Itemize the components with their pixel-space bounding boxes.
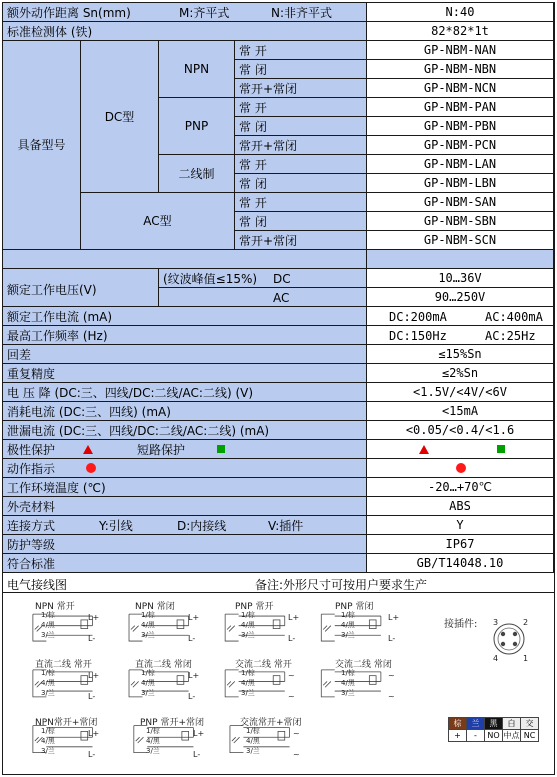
wire-label-brown: 1/棕 [141, 611, 155, 619]
housing-label: 外壳材料 [7, 500, 56, 514]
ip-value: IP67 [445, 537, 475, 551]
temperature-value: -20…+70℃ [427, 480, 493, 494]
spec-value-cell-frequency [367, 326, 554, 345]
terminal-minus: ~ [293, 750, 300, 759]
model-mode-cell [235, 98, 367, 117]
model-mode-cell [235, 193, 367, 212]
terminal-plus: L+ [288, 613, 300, 622]
wire-label-blue: 3/兰 [41, 747, 55, 755]
legend-black: 黑 [485, 718, 503, 730]
model-mode: 常开+常闭 [239, 139, 298, 153]
terminal-minus: ~ [388, 692, 395, 701]
connection-cable: Y:引线 [99, 519, 133, 533]
legend-nc: NC [521, 730, 539, 742]
wire-label-brown: 1/棕 [241, 669, 255, 677]
model-mode: 常开+常闭 [239, 82, 298, 96]
standard-value-text: 82*82*1t [431, 24, 489, 38]
wire-label-brown: 1/棕 [41, 669, 55, 677]
model-code-cell [367, 98, 554, 117]
indicator-dot-icon [86, 463, 96, 473]
wire-label-blue: 3/兰 [341, 631, 355, 639]
model-code-cell [367, 231, 554, 250]
terminal-minus: L- [88, 634, 96, 643]
spec-value-cell-connection [367, 516, 554, 535]
housing-value: ABS [449, 499, 471, 513]
standard-label: 标准检测体 (铁) [7, 25, 93, 39]
spec-label-cell-current [3, 307, 367, 326]
diagram-title: 交流二线 常闭 [335, 660, 392, 670]
wiring-diagram [129, 670, 189, 697]
voltage-ac-value [367, 288, 554, 307]
terminal-minus: L- [88, 692, 96, 701]
model-mode: 常开+常闭 [239, 234, 298, 248]
spec-label-cell-temperature [3, 478, 367, 497]
wire-label-brown: 1/棕 [246, 727, 260, 735]
spec-label-cell-ip [3, 535, 367, 554]
wire-color-legend [448, 717, 539, 742]
model-code: GP-NBM-LBN [423, 176, 497, 190]
spec-value-cell-protection [367, 440, 554, 459]
spec-label-cell-indicator [3, 459, 367, 478]
spec-label-cell-connection [3, 516, 367, 535]
wire-label-black: 4/黑 [146, 737, 160, 745]
model-code-cell [367, 79, 554, 98]
voltage-label: 额定工作电压(V) [7, 283, 97, 297]
repeat-value: ≤2%Sn [441, 366, 479, 380]
voltage-ac-label: AC [273, 291, 290, 305]
wire-label-brown: 1/棕 [341, 669, 355, 677]
diagram-title: PNP 常开 [235, 602, 274, 612]
model-code-cell [367, 41, 554, 60]
model-code-cell [367, 117, 554, 136]
npn-cell [159, 41, 235, 98]
model-mode-cell [235, 174, 367, 193]
two-wire-cell [159, 155, 235, 193]
model-code: GP-NBM-NCN [423, 81, 497, 95]
spec-value-cell-repeat [367, 364, 554, 383]
wire-label-blue: 3/兰 [141, 689, 155, 697]
short-protection-label: 短路保护 [137, 443, 186, 457]
legend-ac: 交 [521, 718, 539, 730]
diagram-title: 交流常开+常闭 [240, 718, 302, 728]
spec-label-cell-drop [3, 383, 367, 402]
voltage-dc-cell [159, 269, 367, 288]
wire-label-brown: 1/棕 [41, 611, 55, 619]
npn-label: NPN [183, 62, 210, 76]
drop-value: <1.5V/<4V/<6V [413, 385, 507, 399]
model-code-cell [367, 60, 554, 79]
spec-label-cell-standard_code [3, 554, 367, 573]
wire-label-blue: 3/兰 [41, 689, 55, 697]
legend-no: NO [485, 730, 503, 742]
standard_code-value: GB/T14048.10 [416, 556, 504, 570]
spec-value-cell-current [367, 307, 554, 326]
pin-3: 3 [493, 618, 499, 627]
terminal-plus: L+ [88, 671, 100, 680]
model-code: GP-NBM-PCN [423, 138, 497, 152]
wire-label-black: 4/黑 [241, 621, 255, 629]
spec-value-cell-standard_code [367, 554, 554, 573]
wire-label-blue: 3/兰 [241, 631, 255, 639]
wiring-diagram [134, 726, 194, 753]
spec-label-cell-housing [3, 497, 367, 516]
ac-type-label: AC型 [143, 214, 172, 228]
model-code-cell [367, 193, 554, 212]
model-code: GP-NBM-NBN [423, 62, 497, 76]
voltage-dc-label: DC [273, 272, 291, 286]
diagram-title: NPN 常闭 [135, 602, 175, 612]
wire-label-brown: 1/棕 [41, 727, 55, 735]
spec-value-cell-drop [367, 383, 554, 402]
model-code-cell [367, 212, 554, 231]
legend-blue: 兰 [467, 718, 485, 730]
model-mode-cell [235, 41, 367, 60]
diagram-title: NPN常开+常闭 [35, 718, 98, 728]
terminal-plus: L+ [188, 613, 200, 622]
model-mode: 常 闭 [239, 63, 267, 77]
model-code: GP-NBM-SBN [423, 214, 497, 228]
short-value-square-icon [497, 445, 505, 453]
flush-label: M:齐平式 [179, 6, 230, 20]
wire-label-black: 4/黑 [341, 621, 355, 629]
connection-label: 连接方式 [7, 519, 56, 533]
spec-sheet [2, 2, 555, 775]
models-label-cell [3, 41, 81, 250]
terminal-minus: L- [193, 750, 201, 759]
model-code: GP-NBM-PBN [423, 119, 497, 133]
terminal-plus: L+ [88, 613, 100, 622]
model-mode: 常 闭 [239, 120, 267, 134]
model-mode: 常 闭 [239, 215, 267, 229]
distance-value [367, 3, 554, 22]
voltage-label-cell [3, 269, 159, 307]
two-wire-label: 二线制 [178, 166, 215, 181]
wiring-header [3, 576, 554, 593]
wire-label-blue: 3/兰 [241, 689, 255, 697]
legend-mid: 中点 [503, 731, 520, 740]
wire-label-blue: 3/兰 [146, 747, 160, 755]
ripple-label: (纹波峰值≤15%) [163, 272, 258, 286]
standard_code-label: 符合标准 [7, 557, 56, 571]
connection-value: Y [456, 518, 464, 532]
wire-label-black: 4/黑 [241, 679, 255, 687]
frequency-ac-value: AC:25Hz [485, 329, 536, 343]
wire-label-black: 4/黑 [41, 679, 55, 687]
terminal-minus: L- [288, 634, 296, 643]
wire-label-brown: 1/棕 [241, 611, 255, 619]
pnp-label: PNP [184, 119, 209, 133]
spec-label-cell-frequency [3, 326, 367, 345]
plug-connector-icon [487, 615, 537, 663]
pnp-cell [159, 98, 235, 155]
distance-value-text: N:40 [445, 5, 475, 19]
repeat-label: 重复精度 [7, 367, 56, 381]
wire-label-black: 4/黑 [141, 621, 155, 629]
indicator-label: 动作指示 [7, 462, 56, 476]
model-mode: 常 开 [239, 44, 267, 58]
dc-type-label: DC型 [104, 109, 135, 124]
model-mode: 常 开 [239, 101, 267, 115]
polarity-value-triangle-icon [419, 445, 429, 454]
models-label: 具备型号 [17, 138, 66, 152]
wire-label-black: 4/黑 [246, 737, 260, 745]
terminal-minus: L- [188, 634, 196, 643]
diagram-title: 直流二线 常开 [35, 660, 92, 670]
voltage-ac-value-text: 90…250V [434, 290, 486, 304]
dc-type-cell [81, 41, 159, 193]
terminal-minus: L- [188, 692, 196, 701]
wire-label-black: 4/黑 [41, 621, 55, 629]
connection-plug: V:插件 [268, 519, 304, 533]
terminal-plus: ~ [288, 671, 295, 680]
connection-inner: D:内接线 [177, 519, 227, 533]
separator-left [3, 250, 367, 269]
voltage-dc-value-text: 10…36V [438, 271, 482, 285]
wire-label-black: 4/黑 [141, 679, 155, 687]
pin-2: 2 [523, 618, 529, 627]
short-square-icon [217, 445, 225, 453]
terminal-minus: L- [88, 750, 96, 759]
current-label: 额定工作电流 (mA) [7, 310, 113, 324]
diagram-title: PNP 常开+常闭 [140, 718, 204, 728]
wire-label-brown: 1/棕 [146, 727, 160, 735]
current-dc-value: DC:200mA [389, 310, 447, 324]
temperature-label: 工作环境温度 (℃) [7, 481, 106, 495]
model-code: GP-NBM-PAN [423, 100, 497, 114]
consumption-label: 消耗电流 (DC:三、四线) (mA) [7, 405, 171, 419]
ip-label: 防护等级 [7, 538, 56, 552]
terminal-plus: ~ [293, 729, 300, 738]
terminal-plus: L+ [388, 613, 400, 622]
diagram-title: NPN 常开 [35, 602, 75, 612]
spec-label-cell-protection [3, 440, 367, 459]
model-mode-cell [235, 60, 367, 79]
terminal-minus: L- [388, 634, 396, 643]
leakage-label: 泄漏电流 (DC:三、四线/DC:二线/AC:二线) (mA) [7, 424, 270, 438]
spec-value-cell-leakage [367, 421, 554, 440]
diagram-title: 直流二线 常闭 [135, 660, 192, 670]
protection-label: 极性保护 [7, 443, 56, 457]
terminal-plus: ~ [388, 671, 395, 680]
leakage-value: <0.05/<0.4/<1.6 [405, 423, 515, 437]
current-ac-value: AC:400mA [485, 310, 543, 324]
wire-label-blue: 3/兰 [341, 689, 355, 697]
terminal-plus: L+ [193, 729, 205, 738]
model-code-cell [367, 174, 554, 193]
model-mode: 常 开 [239, 158, 267, 172]
model-mode: 常 闭 [239, 177, 267, 191]
wire-label-black: 4/黑 [341, 679, 355, 687]
voltage-ac-cell [159, 288, 367, 307]
wire-label-brown: 1/棕 [141, 669, 155, 677]
wire-label-blue: 3/兰 [41, 631, 55, 639]
distance-label-row [3, 3, 367, 22]
spec-value-cell-housing [367, 497, 554, 516]
terminal-plus: L+ [88, 729, 100, 738]
distance-label: 额外动作距离 Sn(mm) [7, 6, 131, 20]
drop-label: 电 压 降 (DC:三、四线/DC:二线/AC:二线) (V) [7, 386, 254, 400]
consumption-value: <15mA [441, 404, 479, 418]
model-mode-cell [235, 136, 367, 155]
frequency-dc-value: DC:150Hz [389, 329, 447, 343]
legend-white: 白 [503, 718, 521, 730]
legend-minus: - [467, 730, 485, 742]
standard-value [367, 22, 554, 41]
ac-type-cell [81, 193, 235, 250]
model-code-cell [367, 136, 554, 155]
plug-label: 接插件: [444, 619, 478, 630]
nonflush-label: N:非齐平式 [271, 6, 333, 20]
model-mode-cell [235, 212, 367, 231]
terminal-plus: L+ [188, 671, 200, 680]
spec-label-cell-hysteresis [3, 345, 367, 364]
spec-value-cell-temperature [367, 478, 554, 497]
legend-brown: 棕 [449, 718, 467, 730]
spec-label-cell-repeat [3, 364, 367, 383]
terminal-minus: ~ [288, 692, 295, 701]
diagram-title: 交流二线 常开 [235, 660, 292, 670]
model-mode: 常 开 [239, 196, 267, 210]
spec-value-cell-ip [367, 535, 554, 554]
model-mode-cell [235, 117, 367, 136]
model-mode-cell [235, 155, 367, 174]
model-code: GP-NBM-LAN [423, 157, 497, 171]
wiring-diagram [129, 614, 189, 641]
polarity-triangle-icon [83, 445, 93, 454]
model-code-cell [367, 155, 554, 174]
indicator-value-dot-icon [456, 463, 466, 473]
pin-1: 1 [523, 654, 529, 663]
diagram-title: PNP 常闭 [335, 602, 374, 612]
wiring-label: 电气接线图 [7, 578, 68, 592]
standard-label-row [3, 22, 367, 41]
spec-label-cell-consumption [3, 402, 367, 421]
wire-label-brown: 1/棕 [341, 611, 355, 619]
hysteresis-value: ≤15%Sn [438, 347, 482, 361]
spec-value-cell-indicator [367, 459, 554, 478]
model-code: GP-NBM-SCN [423, 233, 497, 247]
model-mode-cell [235, 79, 367, 98]
wire-label-black: 4/黑 [41, 737, 55, 745]
model-code: GP-NBM-SAN [423, 195, 497, 209]
spec-value-cell-consumption [367, 402, 554, 421]
separator-right [367, 250, 554, 269]
pin-4: 4 [493, 654, 499, 663]
wire-label-blue: 3/兰 [246, 747, 260, 755]
voltage-dc-value [367, 269, 554, 288]
wiring-note: 备注:外形尺寸可按用户要求生产 [255, 578, 428, 592]
hysteresis-label: 回差 [7, 348, 32, 362]
model-code: GP-NBM-NAN [423, 43, 497, 57]
model-mode-cell [235, 231, 367, 250]
wire-label-blue: 3/兰 [141, 631, 155, 639]
frequency-label: 最高工作频率 (Hz) [7, 329, 108, 343]
spec-value-cell-hysteresis [367, 345, 554, 364]
spec-label-cell-leakage [3, 421, 367, 440]
legend-plus: + [449, 730, 467, 742]
